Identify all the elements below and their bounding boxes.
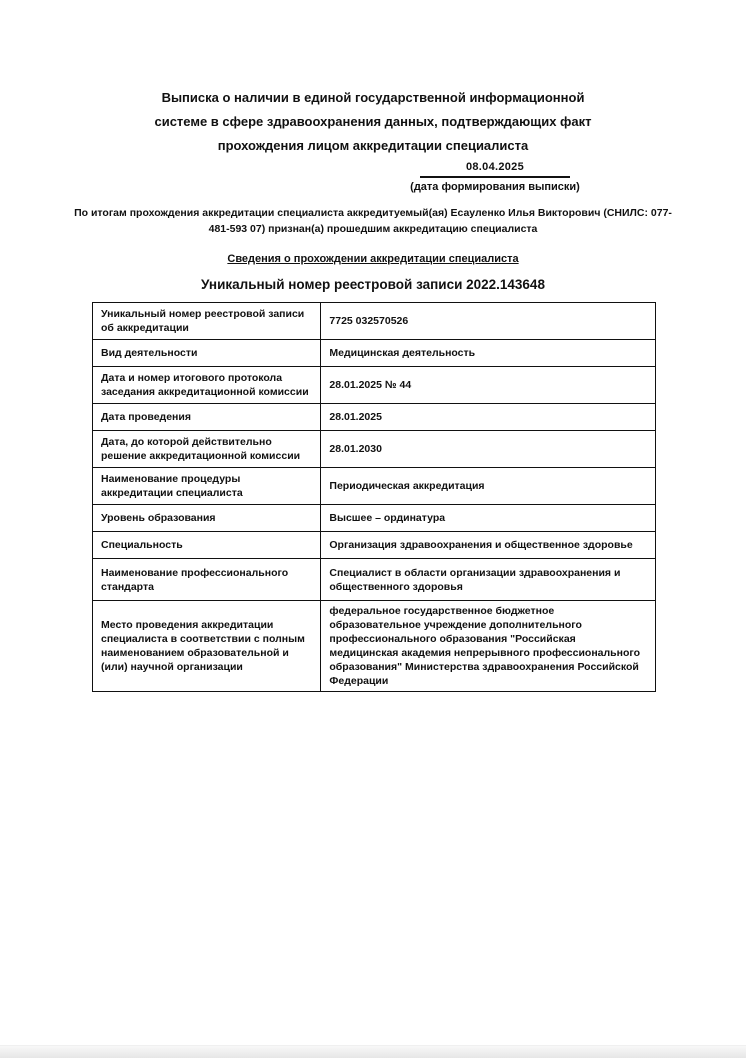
table-row <box>93 367 656 404</box>
row-value-activity-type: Медицинская деятельность <box>321 340 656 367</box>
row-label-professional-standard: Наименование профессионального стандарта <box>93 559 321 601</box>
table-row <box>93 303 656 340</box>
table-row <box>93 505 656 532</box>
section-heading: Сведения о прохождении аккредитации специалиста <box>227 253 519 265</box>
row-label-activity-type: Вид деятельности <box>93 340 321 367</box>
issue-date-value: 08.04.2025 <box>420 161 570 178</box>
accreditation-details-table <box>92 302 656 692</box>
document-title-line-2: системе в сфере здравоохранения данных, подтверждающих факт <box>154 114 592 129</box>
row-label-education-level: Уровень образования <box>93 505 321 532</box>
row-value-education-level: Высшее – ординатура <box>321 505 656 532</box>
row-label-registry-number: Уникальный номер реестровой записи об аккредитации <box>93 303 321 340</box>
row-value-professional-standard: Специалист в области организации здравоохранения и общественного здоровья <box>321 559 656 601</box>
row-value-procedure-name: Периодическая аккредитация <box>321 468 656 505</box>
row-value-date-held: 28.01.2025 <box>321 404 656 431</box>
table-row <box>93 404 656 431</box>
row-label-procedure-name: Наименование процедуры аккредитации специалиста <box>93 468 321 505</box>
row-label-specialty: Специальность <box>93 532 321 559</box>
document-title-line-1: Выписка о наличии в единой государственной информационной <box>161 90 585 105</box>
table-row <box>93 340 656 367</box>
row-value-venue-organization: федеральное государственное бюджетное образовательное учреждение дополнительного профессионального образования "Российская медицинская академия непрерывного профессионального образования" Министерства здравоохранения Российской Федерации <box>321 601 656 692</box>
row-value-valid-until: 28.01.2030 <box>321 431 656 468</box>
table-row <box>93 601 656 692</box>
row-value-registry-number: 7725 032570526 <box>321 303 656 340</box>
page-bottom-edge <box>0 1045 746 1058</box>
table-row <box>93 468 656 505</box>
issue-date-caption: (дата формирования выписки) <box>410 181 580 193</box>
document-title-line-3: прохождения лицом аккредитации специалиста <box>217 138 529 153</box>
table-row <box>93 559 656 601</box>
row-label-date-held: Дата проведения <box>93 404 321 431</box>
row-label-valid-until: Дата, до которой действительно решение аккредитационной комиссии <box>93 431 321 468</box>
table-row <box>93 532 656 559</box>
row-label-protocol: Дата и номер итогового протокола заседания аккредитационной комиссии <box>93 367 321 404</box>
row-value-protocol: 28.01.2025 № 44 <box>321 367 656 404</box>
row-value-specialty: Организация здравоохранения и общественное здоровье <box>321 532 656 559</box>
accreditation-result-paragraph: По итогам прохождения аккредитации специалиста аккредитуемый(ая) Есауленко Илья Викторович (СНИЛС: 077-481-593 07) признан(а) прошедшим аккредитацию специалиста <box>74 207 672 235</box>
registry-number-heading: Уникальный номер реестровой записи 2022.143648 <box>201 277 545 292</box>
document-title <box>48 86 698 158</box>
issue-date-block <box>382 161 608 193</box>
table-row <box>93 431 656 468</box>
row-label-venue-organization: Место проведения аккредитации специалиста в соответствии с полным наименованием образовательной и (или) научной организации <box>93 601 321 692</box>
